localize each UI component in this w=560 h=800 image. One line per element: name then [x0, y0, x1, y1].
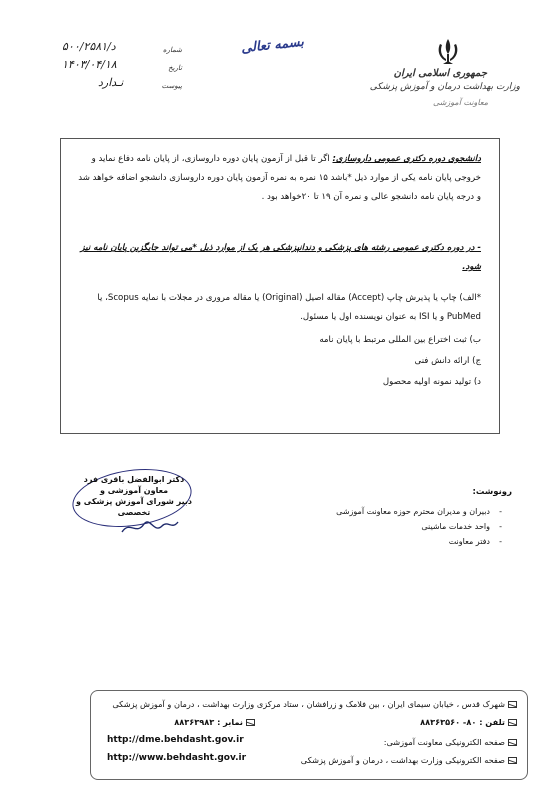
copy-recipient: - دبیران و مدیران محترم حوزه معاونت آموزشی [240, 504, 502, 519]
email-icon [508, 739, 517, 746]
iran-emblem-icon [432, 36, 464, 68]
attachment-value: نـدارد [98, 76, 124, 89]
phone-icon [508, 719, 517, 726]
footer-edu-page: صفحه الکترونیکی معاونت آموزشی: [384, 737, 517, 747]
org-line-2: وزارت بهداشت درمان و آموزش پزشکی [369, 82, 520, 92]
signatory [64, 474, 204, 518]
fax-icon [246, 719, 255, 726]
number-label: شماره [162, 46, 182, 54]
signature-block [64, 468, 204, 542]
signatory-title-2: دبیر شورای آموزش پزشکی و تخصصی [76, 497, 192, 517]
org-line-3: معاونت آموزشی [433, 98, 488, 107]
outputs-list [77, 289, 481, 393]
signatory-name: دکتر ابوالفضل باقری فرد [83, 475, 185, 484]
copy-recipient: - واحد خدمات ماشینی [240, 519, 502, 534]
fax-value: ۸۸۳۶۳۹۸۳ [174, 717, 215, 727]
footer-address: شهرک قدس ، خیابان سیمای ایران ، بین فلامک و زرافشان ، ستاد مرکزی وزارت بهداشت ، درمان و آموزش پزشکی [112, 699, 517, 709]
date-row [62, 58, 182, 76]
list-item-a: *الف) چاپ یا پذیرش چاپ (Accept) مقاله اصیل (Original) یا مقاله مروری در مجلات با نمایه Scopus، یا PubMed و یا ISI به عنوان نویسنده اول یا مسئول. [97, 293, 481, 322]
pharmacy-text: اگر تا قبل از آزمون پایان دوره داروسازی، از پایان نامه دفاع نماید و خروجی پایان نامه یکی از موارد ذیل *باشد ۱۵ نمره به نمره آزمون پایان دوره داروسازی دانشجو اضافه خواهد شد و درجه پایان نامه دانشجو عالی و نمره آن ۱۹ تا ۲۰خواهد بود . [78, 154, 481, 202]
footer-fax: نمابر : ۸۸۳۶۳۹۸۳ [174, 717, 255, 727]
paragraph-medicine-dentistry: - در دوره دکتری عمومی رشته های پزشکی و دندانپزشکی هر یک از موارد ذیل *می تواند جایگزین پایان نامه نیز شود. [80, 243, 481, 272]
copies-list [240, 504, 502, 549]
signature-scribble-icon [120, 514, 180, 538]
list-item-d: د) تولید نمونه اولیه محصول [382, 377, 481, 387]
copy-recipient: - دفتر معاونت [240, 534, 502, 549]
bismillah-heading: بسمه تعالی [240, 34, 305, 57]
paragraph-pharmacy [77, 150, 481, 207]
location-icon [508, 701, 517, 708]
attachment-label: پیوست [161, 82, 182, 90]
edu-url-link[interactable]: http://dme.behdasht.gov.ir [107, 735, 244, 745]
email-icon [508, 757, 517, 764]
footer-phone: تلفن : ۸۰- ۸۸۳۶۳۵۶۰ [420, 717, 517, 727]
phone-value: ۸۰- ۸۸۳۶۳۵۶۰ [420, 717, 477, 727]
list-item-c: ج) ارائه دانش فنی [414, 356, 481, 366]
number-row [62, 40, 182, 58]
org-line-1: جمهوری اسلامی ایران [393, 68, 487, 79]
letter-number: د/۵۰۰/۲۵۸۱ [62, 40, 116, 53]
copies-title: رونوشت: [472, 487, 512, 497]
ministry-url-link[interactable]: http://www.behdasht.gov.ir [107, 753, 247, 763]
attachment-row [62, 76, 182, 94]
list-item-b: ب) ثبت اختراع بین المللی مرتبط با پایان نامه [319, 335, 481, 345]
pharmacy-heading: دانشجوی دوره دکتری عمومی داروسازی: [332, 154, 481, 164]
main-content-box [60, 138, 500, 434]
footer-box [90, 690, 528, 780]
letter-meta [62, 40, 182, 94]
footer-ministry-page: صفحه الکترونیکی وزارت بهداشت ، درمان و آموزش پزشکی [301, 755, 517, 765]
letter-date: ۱۴۰۳/۰۴/۱۸ [62, 58, 117, 71]
date-label: تاریخ [168, 64, 182, 72]
signatory-title-1: معاون آموزشی و [99, 486, 169, 495]
